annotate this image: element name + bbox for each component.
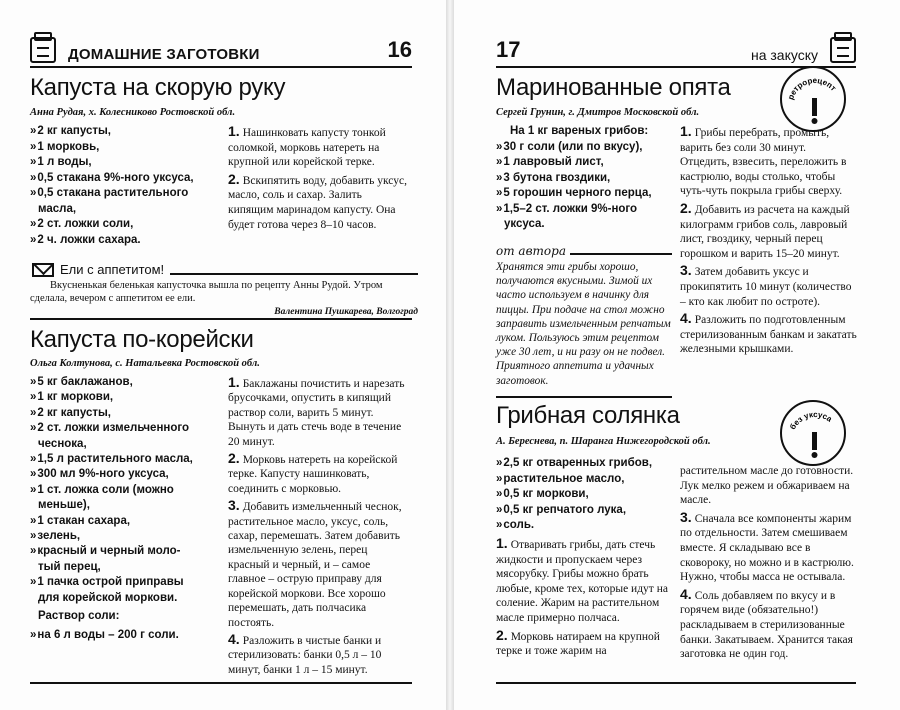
author-note bbox=[496, 244, 672, 388]
recipe-step-continued: растительном масле до готовности. Лук мелко режем и обжариваем на масле. bbox=[680, 465, 854, 507]
ingredient: » 2 кг капусты, bbox=[30, 124, 194, 140]
left-page-header bbox=[30, 37, 412, 68]
right-footer-line bbox=[496, 682, 856, 684]
recipe-step: 2. Вскипятить воду, добавить уксус, масло, соль и сахар. Залить кипящим маринадом капусту. Она будет готова через 8–10 часов. bbox=[228, 170, 407, 231]
recipe-step: 4. Разложить по подготовленным стерилизованным банкам и закатать железными крышками. bbox=[680, 310, 857, 356]
no-vinegar-stamp bbox=[780, 400, 846, 466]
recipe-author: Сергей Грунин, г. Дмитров Московской обл. bbox=[496, 107, 700, 118]
section-divider bbox=[496, 396, 672, 398]
section-title: на закуску bbox=[750, 47, 818, 63]
ingredient: » растительное масло, bbox=[496, 472, 652, 488]
right-page-header bbox=[496, 37, 856, 68]
stamp-label: без уксуса bbox=[788, 409, 834, 432]
recipe-step: 1. Грибы перебрать, промыть, варить без соли 30 минут. Отцедить, взвесить, переложить в кастрюлю, воды столько, чтобы чуть-чуть покрыла грибы сверху. bbox=[680, 123, 847, 198]
ingredient: » 0,5 стакана 9%-ного уксуса, bbox=[30, 171, 194, 187]
ingredient: » 3 бутона гвоздики, bbox=[496, 171, 652, 187]
ingredient: чеснока, bbox=[38, 437, 87, 450]
recipe-author: Ольга Колтунова, с. Натальевка Ростовской обл. bbox=[30, 358, 260, 369]
author-note-label: от автора bbox=[496, 244, 566, 258]
recipe-step: 3. Затем добавить уксус и прокипятить 10 минут (количество – кто как любит по остроте). bbox=[680, 262, 852, 308]
ingredient: » 0,5 кг моркови, bbox=[496, 487, 652, 503]
ingredient: » 300 мл 9%-ного уксуса, bbox=[30, 467, 193, 482]
recipe-steps bbox=[228, 375, 408, 679]
ingredient: » соль. bbox=[496, 518, 652, 534]
ingredient: » 2 кг капусты, bbox=[30, 406, 193, 421]
svg-text:без уксуса bbox=[788, 410, 834, 431]
recipe-title: Грибная солянка bbox=[496, 402, 680, 429]
ingredients-head: На 1 кг вареных грибов: bbox=[510, 125, 649, 137]
ingredient: » 1,5–2 ст. ложки 9%-ного bbox=[496, 202, 652, 218]
ingredient: » 5 горошин черного перца, bbox=[496, 186, 652, 202]
ingredient: тый перец, bbox=[38, 560, 101, 573]
ingredients-list bbox=[496, 124, 652, 233]
recipe-step: 2. Морковь натираем на крупной терке и тоже жарим на bbox=[496, 626, 660, 658]
ingredient: » 30 г соли (или по вкусу), bbox=[496, 140, 652, 156]
recipe-author: А. Береснева, п. Шаранга Нижегородской обл. bbox=[496, 436, 711, 447]
recipe-title: Капуста по-корейски bbox=[30, 326, 254, 353]
brine-amount: » на 6 л воды – 200 г соли. bbox=[30, 628, 193, 643]
recipe-step: 1. Отваривать грибы, дать стечь жидкости и пропускаем через мясорубку. Грибы можно брать любые, кроме тех, которые идут на соление. Жарим на растительном масле примерно полчаса. bbox=[496, 535, 668, 624]
book-gutter bbox=[446, 0, 454, 710]
ingredient: меньше), bbox=[38, 499, 90, 512]
svg-text:ретрорецепт bbox=[786, 76, 838, 101]
ingredient: » 2,5 кг отваренных грибов, bbox=[496, 456, 652, 472]
left-footer-line bbox=[30, 682, 412, 684]
recipe-steps bbox=[680, 124, 858, 359]
ingredient: » 1 стакан сахара, bbox=[30, 514, 193, 529]
recipe-step: 3. Добавить измельченный чеснок, растительное масло, уксус, соль, сахар, перемешать. Затем добавить измельченную зелень, перец красный и черный, и – самое главное – острую приправу для корейской моркови. Все хорошо перемешать, дать полчасика постоять. bbox=[228, 497, 402, 629]
recipe-steps bbox=[496, 536, 672, 661]
jar-icon bbox=[30, 37, 56, 63]
page-number: 17 bbox=[496, 37, 521, 62]
recipe-step: 1. Нашинковать капусту тонкой соломкой, морковь натереть на крупной или корейской терке. bbox=[228, 123, 386, 169]
retro-recipe-stamp bbox=[780, 66, 846, 132]
ingredient: » 1 лавровый лист, bbox=[496, 155, 652, 171]
review-title: Ели с аппетитом! bbox=[60, 262, 165, 277]
recipe-step: 4. Соль добавляем по вкусу и в горячем виде (обязательно!) раскладываем в стерилизованные банки. Закатываем. Хранится такая заготовка не один год. bbox=[680, 585, 853, 661]
ingredient: » 5 кг баклажанов, bbox=[30, 375, 193, 390]
section-title: ДОМАШНИЕ ЗАГОТОВКИ bbox=[68, 46, 260, 63]
ingredient: » 2 ст. ложки измельченного bbox=[30, 421, 193, 436]
recipe-step: 2. Добавить из расчета на каждый килограмм грибов соль, лавровый лист, гвоздику, черный перец горошком и варить 15–20 минут. bbox=[680, 199, 850, 260]
stamp-label: ретрорецепт bbox=[786, 75, 838, 101]
section-divider bbox=[30, 318, 412, 320]
recipe-step: 1. Баклажаны почистить и нарезать брусочками, опустить в кипящий раствор соли, варить 5 минут. Вынуть и дать стечь воде в течение 20 минут. bbox=[228, 374, 405, 448]
recipe-steps bbox=[228, 124, 408, 234]
recipe-step: 4. Разложить в чистые банки и стерилизовать: банки 0,5 л – 10 минут, банки 1 л – 15 минут. bbox=[228, 630, 382, 676]
author-note-text: Хранятся эти грибы хорошо, получаются вкусными. Зимой их часто используем в начинку для пиццы. При подаче на стол можно заправить измельченным репчатым луком. Пользуюсь этим рецептом уже 30 лет, и ни разу он не подвел. Приятного аппетита и удачных заготовок. bbox=[496, 261, 671, 387]
ingredients-list bbox=[496, 456, 652, 534]
ingredients-list bbox=[30, 375, 193, 643]
ingredient: » 1 кг моркови, bbox=[30, 390, 193, 405]
ingredient: » красный и черный моло- bbox=[30, 544, 193, 559]
divider bbox=[170, 273, 418, 275]
recipe-title: Маринованные опята bbox=[496, 74, 731, 101]
divider bbox=[570, 253, 672, 255]
ingredient: » 2 ч. ложки сахара. bbox=[30, 233, 194, 249]
ingredient: » 1 пачка острой приправы bbox=[30, 575, 193, 590]
ingredient: » 2 ст. ложки соли, bbox=[30, 217, 194, 233]
ingredient: » 1,5 л растительного масла, bbox=[30, 452, 193, 467]
recipe-title: Капуста на скорую руку bbox=[30, 74, 286, 101]
ingredient: » 1 морковь, bbox=[30, 140, 194, 156]
ingredient: » 0,5 стакана растительного bbox=[30, 186, 194, 202]
recipe-step: 3. Сначала все компоненты жарим по отдельности. Затем смешиваем вместе. Я складываю все в сковороку, но можно и в кастрюлю. Нужно, чтобы масса не остывала. bbox=[680, 508, 854, 584]
review-signature: Валентина Пушкарева, Волгоград bbox=[274, 307, 418, 317]
ingredient: » зелень, bbox=[30, 529, 193, 544]
mail-heart-icon bbox=[32, 263, 54, 277]
recipe-steps bbox=[680, 464, 858, 664]
page-number: 16 bbox=[387, 37, 412, 62]
ingredients-list bbox=[30, 124, 194, 248]
ingredient: » 0,5 кг репчатого лука, bbox=[496, 503, 652, 519]
jar-icon bbox=[830, 37, 856, 63]
ingredient: масла, bbox=[38, 202, 77, 215]
ingredient: для корейской моркови. bbox=[38, 591, 178, 604]
reader-review bbox=[30, 262, 418, 317]
recipe-author: Анна Рудая, х. Колесниково Ростовской обл. bbox=[30, 107, 236, 118]
ingredient: » 1 л воды, bbox=[30, 155, 194, 171]
review-text: Вкусненькая беленькая капусточка вышла по рецепту Анны Рудой. Утром сделала, вечером с аппетитом ее ели. bbox=[30, 280, 383, 304]
brine-label: Раствор соли: bbox=[38, 610, 120, 623]
ingredient: уксуса. bbox=[504, 218, 545, 230]
recipe-step: 2. Морковь натереть на корейской терке. Капусту нашинковать, соединить с морковью. bbox=[228, 450, 398, 495]
ingredient: » 1 ст. ложка соли (можно bbox=[30, 483, 193, 498]
